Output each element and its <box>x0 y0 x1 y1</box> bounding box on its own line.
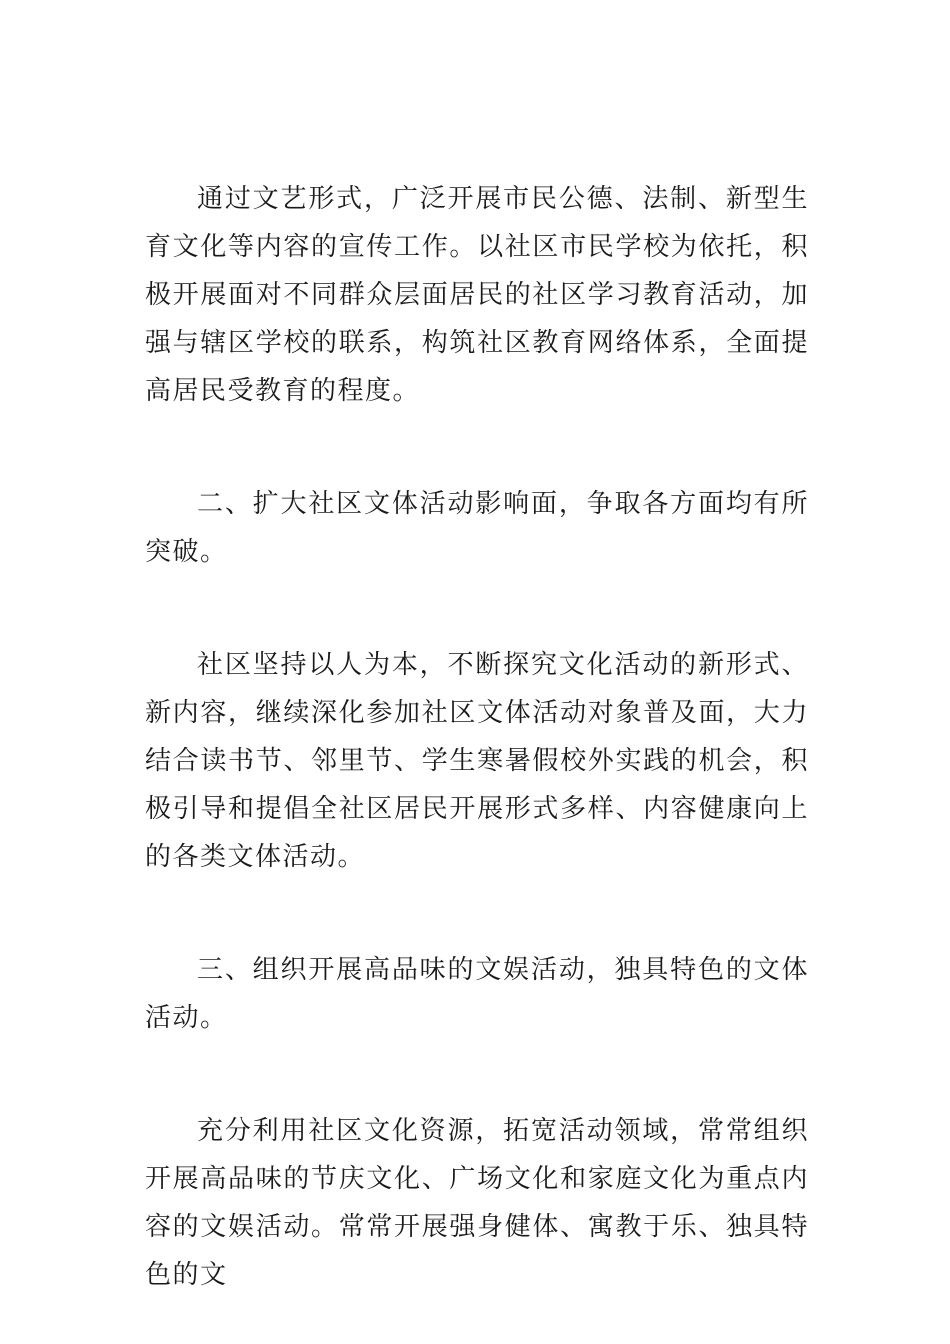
body-paragraph: 充分利用社区文化资源，拓宽活动领域，常常组织开展高品味的节庆文化、广场文化和家庭文化为重点内容的文娱活动。常常开展强身健体、寓教于乐、独具特色的文 <box>145 1116 809 1290</box>
document-body <box>145 175 809 1299</box>
paragraph-spacer <box>145 576 809 641</box>
body-paragraph: 社区坚持以人为本，不断探究文化活动的新形式、新内容，继续深化参加社区文体活动对象普及面，大力结合读书节、邻里节、学生寒暑假校外实践的机会，积极引导和提倡全社区居民开展形式多样、内容健康向上的各类文体活动。 <box>145 650 809 872</box>
paragraph-spacer <box>145 881 809 946</box>
body-paragraph: 通过文艺形式，广泛开展市民公德、法制、新型生育文化等内容的宣传工作。以社区市民学校为依托，积极开展面对不同群众层面居民的社区学习教育活动，加强与辖区学校的联系，构筑社区教育网络体系，全面提高居民受教育的程度。 <box>145 184 809 406</box>
section-heading: 二、扩大社区文体活动影响面，争取各方面均有所突破。 <box>145 489 809 567</box>
paragraph-spacer <box>145 1042 809 1107</box>
paragraph-spacer <box>145 415 809 480</box>
section-heading: 三、组织开展高品味的文娱活动，独具特色的文体活动。 <box>145 955 809 1033</box>
